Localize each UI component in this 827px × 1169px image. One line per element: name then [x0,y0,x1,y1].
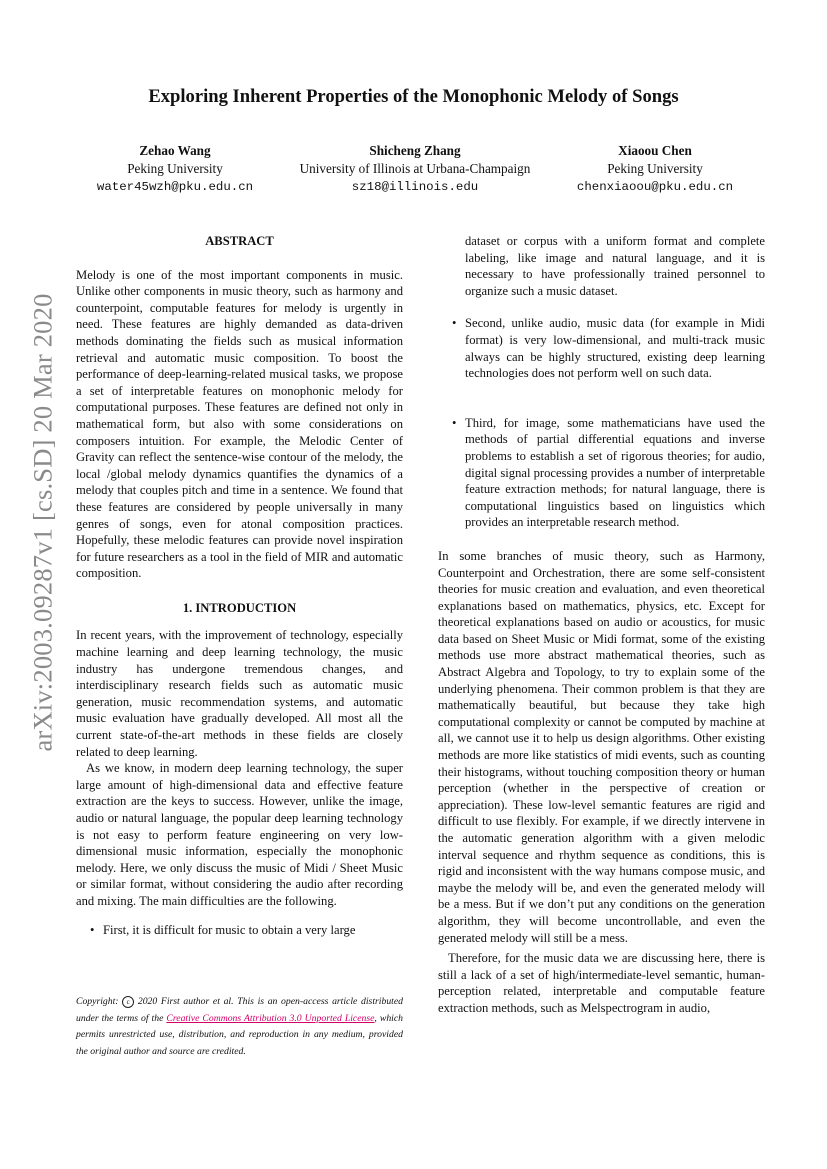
intro-paragraph: In some branches of music theory, such as Harmony, Counterpoint and Orchestration, there are some self-consistent theories for music creation and evaluation, and even theoretical explanations based on mathematics, physics, etc. Except for theoretical explanations based on audio or acoustics, for music data based on Sheet Music or Midi format, some of the existing methods use more abstract mathematical theories, such as Abstract Algebra and Topology, to try to explain some of the underlying phenomena. Their common problem is that they are mathematically beautiful, but because they take high computational complexity or cannot be computed by machine at all, we cannot use it to help us design algorithms. Other existing methods are more like statistics of midi events, such as counting their histograms, without touching composition theory or human perception (whether in the perspective of creation or appreciation). These low-level semantic features are rigid and difficult to use flexibly. For example, if we directly intervene in the automatic generation algorithm with a given melodic interval sequence and rhythm sequence as conditions, this is rigid and inconsistent with the way humans compose music, and maybe the melody will be, and even the generated melody will be a mess. But if we don’t put any conditions on the generation algorithm, they will become uncontrollable, and even the generated melody will still be a mess. [438,548,765,945]
bullet-icon: • [90,922,95,937]
author-email: sz18@illinois.edu [351,180,479,194]
author-email: water45wzh@pku.edu.cn [96,180,254,194]
author-block [80,142,270,196]
author-name: Zehao Wang [139,143,211,158]
intro-paragraph: In recent years, with the improvement of technology, especially machine learning and deep learning technology, the music industry has undergone tremendous changes, and interdisciplinary research fields such as automatic music generation, music recommendation systems, and automatic music evaluation have gradually developed. All most all the current state-of-the-art methods in these fields are closely related to deep learning. [76,628,403,759]
list-item-text: Third, for image, some mathematicians have used the methods of partial differential equations and inverse problems to establish a set of rigorous theories; for audio, digital signal processing provides a number of interpretable feature extraction methods; for natural language, there is computational linguistics based on linguistics which provides an interpretable research method. [465,415,765,530]
author-affiliation: University of Illinois at Urbana-Champaign [299,161,531,176]
list-item-text: First, it is difficult for music to obtain a very large [103,922,356,937]
list-item [438,315,765,381]
author-affiliation: Peking University [607,161,703,176]
arxiv-identifier: arXiv:2003.09287v1 [cs.SD] 20 Mar 2020 [27,292,58,752]
author-name: Xiaoou Chen [618,143,692,158]
list-item [438,233,765,299]
copyright-text: , which permits unrestricted use, distribution, and reproduction in any medium, provided the original author and source are credited. [76,1012,403,1057]
intro-paragraph: Therefore, for the music data we are discussing here, there is still a lack of a set of high/intermediate-level semantic, human-perception related, interpretable and computable feature extraction methods, such as Melspectrogram in audio, [438,951,765,1015]
license-link[interactable]: Creative Commons Attribution 3.0 Unported License [166,1012,375,1024]
author-name: Shicheng Zhang [369,143,461,158]
copyright-footnote [76,994,403,1060]
introduction-heading: 1. INTRODUCTION [182,600,297,615]
bullet-icon: • [452,415,457,430]
author-email: chenxiaoou@pku.edu.cn [576,180,734,194]
copyright-label: Copyright: [76,996,119,1007]
bullet-icon: • [452,316,457,331]
paper-title: Exploring Inherent Properties of the Monophonic Melody of Songs [148,86,679,107]
list-item-text: Second, unlike audio, music data (for example in Midi format) is very low-dimensional, and multi-track music always can be highly structured, existing deep learning technologies does not perform well on such data. [465,316,765,381]
copyright-symbol-icon: c [122,996,134,1008]
difficulty-list [76,922,403,939]
abstract-text: Melody is one of the most important components in music. Unlike other components in music theory, such as harmony and counterpoint, computable features for melody is urgently in need. These features are highly demanded as data-driven methods dominating the fields such as musical information retrieval and automatic music composition. To boost the performance of deep-learning-related musical tasks, we propose a set of interpretable features on monophonic melody for computational purposes. These features are defined not only in mathematical form, but also with some considerations on composers intuition. For example, the Melodic Center of Gravity can reflect the sentence-wise contour of the melody, the local /global melody dynamics quantifies the dynamics of a melody that couples pitch and time in a sentence. We found that these features are considered by people universally in many genres of songs, even for atonal composition practices. Hopefully, these melodic features can provide novel inspiration for future researchers as a tool in the field of MIR and automatic composition. [76,267,403,581]
list-item-text: dataset or corpus with a uniform format and complete labeling, like image and natural language, and it is necessary to have professionally trained personnel to organize such a music dataset. [465,234,765,298]
arxiv-side-stamp [24,292,62,752]
intro-paragraph: As we know, in modern deep learning technology, the super large amount of high-dimensional data and effective feature extraction are the keys to success. However, unlike the image, audio or natural language, the popular deep learning technology is not easy to perform feature engineering on very low-dimensional music information, especially the monophonic melody. Here, we only discuss the music of Midi / Sheet Music or similar format, without considering the audio after recording and mixing. The main difficulties are the following. [76,761,403,908]
right-column [438,233,765,1017]
list-item [438,415,765,531]
author-affiliation: Peking University [127,161,223,176]
abstract-heading: ABSTRACT [205,234,274,248]
list-item [76,922,403,939]
author-block [560,142,750,196]
left-column [76,233,403,938]
author-block [280,142,550,196]
difficulty-list [438,233,765,531]
copyright-text: 2020 First author et al. This is an open-access article distributed under the terms of the [76,996,404,1024]
